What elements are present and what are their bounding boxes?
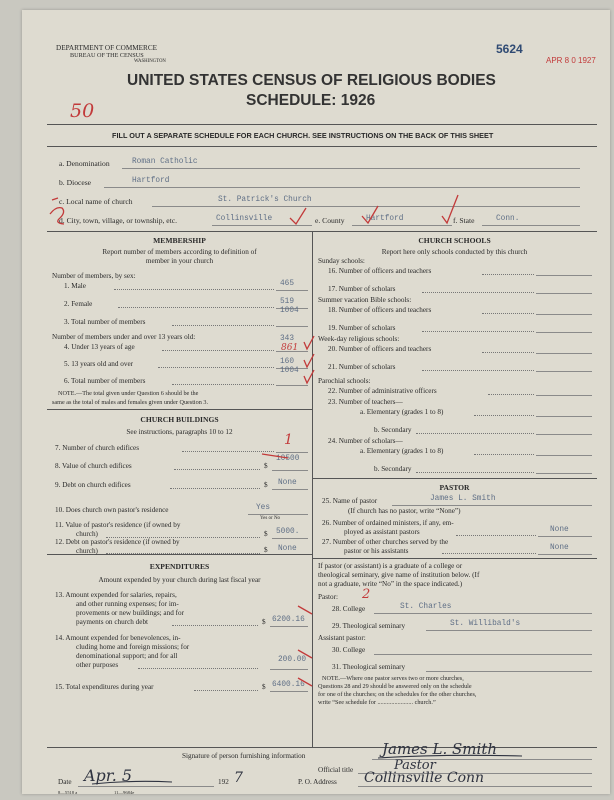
q2-female-label: 2. Female [64,300,93,308]
q9-dollar-sign: $ [264,481,268,489]
signature-label: Signature of person furnishing information [182,752,306,760]
pen-mark-q13 [298,606,312,614]
q8-value-edifices-label: 8. Value of church edifices [55,462,132,470]
q15-total-label: 15. Total expenditures during year [55,683,154,691]
q26-label-2: ployed as assistant pastors [344,528,420,536]
q16-label: 16. Number of officers and teachers [328,267,432,275]
q12-debt-residence-value: None [278,545,297,553]
denomination-value: Roman Catholic [132,158,198,166]
signature-flourish [378,755,522,758]
instruction-line: FILL OUT A SEPARATE SCHEDULE FOR EACH CHURCH. SEE INSTRUCTIONS ON THE BACK OF THIS SHEET [112,131,494,140]
church-name-value: St. Patrick's Church [218,196,312,204]
form-title: UNITED STATES CENSUS OF RELIGIOUS BODIES [127,72,496,89]
county-value: Hartford [366,215,404,223]
pastor-pen-mark: 2 [362,587,371,602]
year-prefix: 192 [218,778,229,786]
q10-owns-residence-label: 10. Does church own pastor's residence [55,506,169,514]
check-mark-q5 [304,354,314,367]
q15-total-value: 6400.16 [272,681,305,689]
pastor-note-1: NOTE.—Where one pastor serves two or more churches, [322,675,464,682]
pastor-subsection-label: Pastor: [318,593,338,601]
membership-title: MEMBERSHIP [153,236,206,245]
expenditures-title: EXPENDITURES [149,562,210,571]
q29-label: 29. Theological seminary [332,622,406,630]
pastor-note-3: for one of the churches; on the schedules for the other churches, [318,691,477,698]
buildings-see-instructions: See instructions, paragraphs 10 to 12 [126,428,233,436]
q4-pen-correction: 861 [281,343,299,353]
q2-sum-value: 1004 [280,307,299,315]
q4-under13-label: 4. Under 13 years of age [64,343,135,351]
membership-note-2: same as the total of males and females given under Question 3. [52,399,209,406]
city-town-value: Collinsville [216,215,273,223]
pastor-note-2: Questions 28 and 29 should be answered only on the schedule [318,683,472,690]
q1-male-value: 465 [280,280,295,288]
q26-value: None [550,526,569,534]
official-title-label: Official title [318,766,354,774]
q12-dollar-sign: $ [264,546,268,554]
pastor-note-4: write “See schedule for ....................... church.” [318,699,436,706]
membership-intro-2: member in your church [145,257,214,265]
q18-label: 18. Number of officers and teachers [328,306,432,314]
buildings-title: CHURCH BUILDINGS [140,415,219,424]
q13-label-3: provements or new buildings; and for [76,609,184,617]
q21-label: 21. Number of scholars [328,363,396,371]
schedule-title: SCHEDULE: 1926 [246,92,376,109]
membership-intro-1: Report number of members according to definition of [102,248,257,256]
q11-value-residence-label: 11. Value of pastor's residence (if owned by [55,521,181,529]
age-intro-label: Number of members under and over 13 years old: [52,333,196,341]
q23b-label: b. Secondary [374,426,412,434]
q5-over13-label: 5. 13 years old and over [64,360,134,368]
state-value: Conn. [496,215,520,223]
parochial-schools-label: Parochial schools: [318,377,371,385]
q20-label: 20. Number of officers and teachers [328,345,432,353]
denomination-label: a. Denomination [59,159,110,168]
pen-mark-q15 [298,678,312,686]
q24b-label: b. Secondary [374,465,412,473]
q12-debt-residence-label: 12. Debt on pastor's residence (if owned by [55,538,180,546]
q5-sum-value: 1004 [280,367,299,375]
q8-dollar-sign: $ [264,462,268,470]
q13-amount-value: 6200.16 [272,616,305,624]
q29-seminary-value: St. Willibald's [450,620,521,628]
date-label: Date [58,778,72,786]
membership-note-1: NOTE.—The total given under Question 6 should be the [58,390,199,397]
q25-label: 25. Name of pastor [322,497,378,505]
q11-dollar-sign: $ [264,530,268,538]
q14-amount-value: 200.00 [278,656,307,664]
q25-pastor-name-value: James L. Smith [430,495,496,503]
year-handwritten: 7 [234,770,243,786]
signature-handwritten: James L. Smith [382,740,498,758]
summer-schools-label: Summer vacation Bible schools: [318,296,412,304]
members-by-sex-label: Number of members, by sex: [52,272,136,280]
q9-debt-edifices-label: 9. Debt on church edifices [55,481,131,489]
q24a-label: a. Elementary (grades 1 to 8) [360,447,444,455]
q13-dollar-sign: $ [262,618,266,626]
check-mark-city [290,208,306,224]
q14-label-1: 14. Amount expended for benevolences, in- [55,634,181,642]
q12-debt-residence-label-cont: church) [76,547,98,555]
q4-under13-value: 343 [280,335,295,343]
check-mark-q6 [304,370,314,383]
diocese-value: Hartford [132,177,170,185]
pen-mark-c-line [52,198,58,200]
q7-edifices-value: 1 [284,432,293,448]
date-handwritten: Apr. 5 [84,766,133,785]
q24-label: 24. Number of scholars— [328,437,403,445]
q8-value-edifices-value: 10500 [276,455,300,463]
city-town-label: d. City, town, village, or township, etc. [59,216,178,225]
q2-female-value: 519 [280,298,295,306]
state-label: f. State [453,216,475,225]
schools-intro: Report here only schools conducted by this church [381,248,528,256]
q5-over13-value: 160 [280,358,295,366]
pen-mark-d-line [50,208,64,224]
official-title-handwritten: Pastor [394,758,436,773]
q27-label-2: pastor or his assistants [344,547,409,555]
expenditures-intro: Amount expended by your church during last fiscal year [98,576,261,584]
q22-label: 22. Number of administrative officers [328,387,437,395]
q14-label-4: other purposes [76,661,119,669]
q31-label: 31. Theological seminary [332,663,406,671]
church-name-label: c. Local name of church [59,197,133,206]
assistant-pastor-label: Assistant pastor: [318,634,366,642]
county-label: e. County [315,216,345,225]
diocese-label: b. Diocese [59,178,92,187]
q10-owns-residence-value: Yes [256,504,271,512]
received-stamp: APR 8 0 1927 [546,56,596,65]
graduate-instruction-3: not a graduate, write “No” in the space indicated.) [318,580,463,588]
city-label: WASHINGTON [134,59,166,64]
q13-label-1: 13. Amount expended for salaries, repairs, [55,591,177,599]
pen-underline-q7 [262,454,288,458]
print-code: 8—5518 a [58,790,78,795]
q17-label: 17. Number of scholars [328,285,396,293]
q11-value-residence-value: 5000. [276,528,300,536]
check-mark-county [362,206,378,223]
weekday-schools-label: Week-day religious schools: [318,335,400,343]
q11-value-residence-label-cont: church) [76,530,98,538]
q3-total-label: 3. Total number of members [64,318,146,326]
q6-total-label: 6. Total number of members [64,377,146,385]
q7-edifices-label: 7. Number of church edifices [55,444,140,452]
q14-label-2: cluding home and foreign missions; for [76,643,190,651]
pen-check-marks [22,10,610,794]
pastor-title: PASTOR [439,483,470,492]
q13-label-2: and other running expenses; for im- [76,600,179,608]
q28-label: 28. College [332,605,366,613]
q14-label-3: denominational support; and for all [76,652,178,660]
q10-yes-or-no-hint: Yes or No [260,516,281,521]
q1-male-label: 1. Male [64,282,86,290]
sunday-schools-label: Sunday schools: [318,257,365,265]
print-code-2: 11—9684e [114,790,135,795]
q27-label-1: 27. Number of other churches served by the [322,538,449,546]
po-address-label: P. O. Address [298,778,337,786]
pen-mark-q14 [298,650,312,658]
q28-college-value: St. Charles [400,603,452,611]
census-schedule-form [22,10,610,794]
po-address-handwritten: Collinsville Conn [364,770,485,786]
check-mark-state [442,195,458,223]
bureau-label: BUREAU OF THE CENSUS [70,52,144,59]
q19-label: 19. Number of scholars [328,324,396,332]
q23-label: 23. Number of teachers— [328,398,403,406]
q26-label-1: 26. Number of ordained ministers, if any, em- [322,519,454,527]
q23a-label: a. Elementary (grades 1 to 8) [360,408,444,416]
check-mark-q4 [304,336,314,349]
department-label: DEPARTMENT OF COMMERCE [56,44,158,52]
handwritten-mark-50: 50 [70,100,95,122]
graduate-instruction-1: If pastor (or assistant) is a graduate of a college or [318,562,463,570]
q15-dollar-sign: $ [262,683,266,691]
schools-title: CHURCH SCHOOLS [418,236,491,245]
q25-note: (If church has no pastor, write “None”) [348,507,461,515]
q27-value: None [550,544,569,552]
q30-label: 30. College [332,646,366,654]
q13-label-4: payments on church debt [76,618,149,626]
serial-number: 5624 [496,42,523,56]
date-flourish [92,781,172,784]
graduate-instruction-2: theological seminary, give name of institution below. (If [318,571,480,579]
q9-debt-edifices-value: None [278,479,297,487]
